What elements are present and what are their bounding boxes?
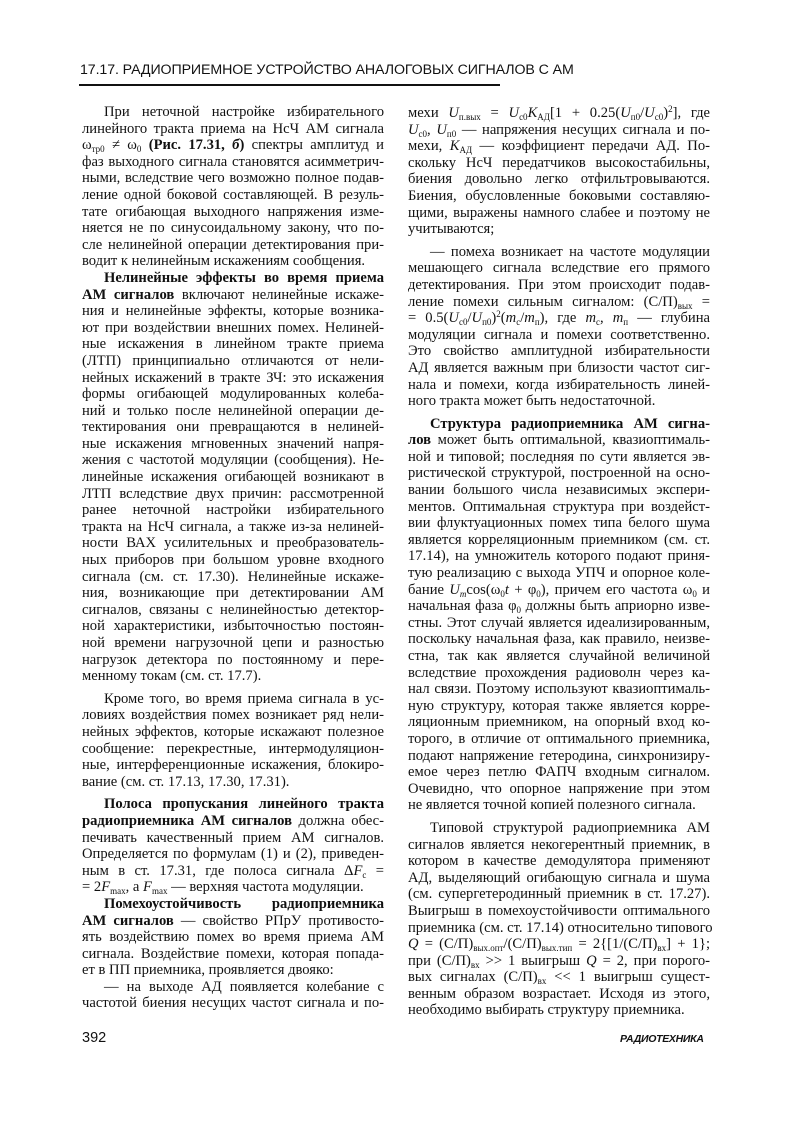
text-line: венным образом возрастает. Исходя из этого, [408, 985, 710, 1002]
left-column [82, 104, 384, 1012]
text-line: Типовой структурой радиоприемника АМ [430, 819, 710, 836]
text-line: ные искажения мгновенных значений напря- [82, 435, 384, 452]
text-line: = $2F_{max}$, а $F_{max}$ — верхняя частота модуляции. [82, 879, 364, 897]
text-line: котором в качестве демодулятора применяют [408, 853, 710, 870]
page-number: 392 [82, 1030, 107, 1046]
text-line: стны. Этот случай является идеализированным, [408, 614, 710, 631]
text-line: 17.14), на умножитель которого подают приня- [408, 548, 710, 565]
text-line: нал связи. Поэтому используют квазиоптималь- [408, 681, 710, 698]
text-line: линейные искажения огибающей возникают в [82, 469, 384, 486]
formula-line: = $0.5(U_{c0}/U_{п0})^2(m_c/m_п)$, где $m_c$, $m_п$ — глубина [408, 309, 711, 328]
text-line: ной и типовой; последняя по сути является эв- [408, 448, 710, 465]
text-line: АМ сигналов включают нелинейные искаже- [82, 286, 384, 303]
text-line: АМ сигналов — свойство РПрУ противосто- [82, 912, 385, 929]
text-line: сигналов является некогерентный приемник, в [408, 836, 710, 853]
text-line: емое через петлю ФАПЧ входным сигналом. [408, 764, 710, 781]
text-line: нейных эффектов, которые искажают полезное [82, 723, 384, 740]
text-line: вии флуктуационных помех типа белого шума [408, 515, 710, 532]
text-line: няется не по синусоидальному закону, что по- [82, 220, 384, 237]
text-line: водит к нелинейным искажениям сообщения. [82, 253, 366, 270]
formula-line: бание $U_m\cos(\omega_0t + \varphi_0)$, причем его частота $\omega_0$ и [408, 581, 710, 599]
header-rule [79, 84, 500, 86]
text-line: вследствие прохождения радиоволн через ка- [408, 664, 710, 681]
text-line: тракта на НсЧ сигнала, а также из-за нелиней- [82, 518, 384, 535]
text-line: — помеха возникает на частоте модуляции [430, 243, 710, 260]
text-line: скольку НсЧ передатчиков высокостабильны, [408, 154, 710, 171]
text-line: радиоприемника АМ сигналов должна обес- [82, 812, 384, 829]
text-line: тате огибающая выходного напряжения изме- [82, 203, 384, 220]
section-heading-noise-immunity: Помехоустойчивость радиоприемника [104, 895, 384, 912]
text-line: ных приборов при большом уровне входного [82, 552, 384, 569]
text-line: ять воздействию помех во время приема АМ [82, 929, 384, 946]
text-line: сигналов, связаны с нелинейностью детектор- [82, 601, 384, 618]
text-line: линейного тракта приема на НсЧ АМ сигнала [82, 120, 384, 137]
section-heading-structure: Структура радиоприемника АМ сигна- [430, 415, 710, 432]
text-line: модуляции сигнала и помехи соответственно. [408, 326, 710, 343]
text-line: вание (см. ст. 17.13, 17.30, 17.31). [82, 773, 290, 790]
text-line: фаз выходного сигнала становятся асимметрич- [82, 153, 384, 170]
text-line: жения с частотой модуляции (сообщения). Не- [82, 452, 384, 469]
text-line: подают напряжение гетеродина, синхронизиру- [408, 747, 710, 764]
text-line: (см. супергетеродинный приемник в ст. 17.27). [408, 886, 710, 903]
text-line: Биения, обусловленные боковыми составляю- [408, 187, 710, 204]
text-line: биения довольно легко отфильтровываются. [408, 171, 710, 188]
formula-line: $Q = (С/П)_{вых.опт}/(С/П)_{вых.тип} = 2\{[1/(С/П)_{вх}] + 1\}$; [408, 936, 710, 954]
text-line: вании большого числа независимых экспери- [408, 482, 710, 499]
text-line: при $(С/П)_{вх} >> 1$ выигрыш Q = 2, при порого- [408, 952, 710, 970]
text-line: Очевидно, что опорное напряжение при этом [408, 780, 710, 797]
text-line: ментов. Оптимальная структура при воздейст- [408, 498, 710, 515]
text-line: мешающего сигнала вследствие его прямого [408, 260, 710, 277]
text-line: лов может быть оптимальной, квазиоптималь- [408, 432, 710, 449]
text-line: учитываются; [408, 221, 495, 238]
text-line: тую реализацию с выхода УПЧ и опорное коле- [408, 565, 710, 582]
text-line: $U_{c0}$, $U_{п0}$ — напряжения несущих сигнала и по- [408, 121, 710, 139]
text-line: ния и нелинейные эффекты, которые возника- [82, 303, 384, 320]
right-column [408, 104, 713, 1019]
text-line: ловиях воздействия помех возникает ряд нели- [82, 707, 384, 724]
text-line: торого, в отличие от оптимального приемника, [408, 730, 710, 747]
section-heading-nonlinear: Нелинейные эффекты во время приема [104, 269, 384, 286]
text-line: стна, так как является случайной величиной [408, 648, 710, 664]
text-line: тектирования они превращаются в нелиней- [82, 419, 384, 436]
text-line: сигнала. Воздействие помехи, которая попада- [82, 945, 384, 962]
text-line: частотой биения несущих частот сигнала и по- [82, 995, 384, 1012]
text-line: ление одной боковой составляющей. В резуль- [82, 186, 384, 203]
text-line: ными, вследствие чего возможно полное подав- [82, 170, 384, 187]
text-line: ний и только после нелинейной операции де- [82, 402, 384, 419]
running-title: 17.17. РАДИОПРИЕМНОЕ УСТРОЙСТВО АНАЛОГОВЫХ СИГНАЛОВ С АМ [80, 62, 574, 78]
text-line: ные искажения в линейном тракте приема [82, 336, 384, 353]
text-line: ранее неточной настройки избирательного [82, 502, 384, 519]
text-line: менному токам (см. ст. 17.7). [82, 668, 262, 685]
text-line: ния, возникающие при детектировании АМ [82, 585, 384, 602]
text-line: (ЛТП) принципиально отличаются от нели- [82, 352, 384, 369]
publication-name: РАДИОТЕХНИКА [620, 1033, 704, 1045]
text-line: АД, выделяющий огибающую сигнала и шума [408, 869, 710, 886]
text-line: нагрузок детектора по постоянному и пере- [82, 651, 384, 668]
text-line: — на выходе АД появляется колебание с [104, 978, 384, 995]
text-line: детектирования. При этом происходит подав- [408, 276, 710, 293]
text-line: Выигрыш в помехоустойчивости оптимального [408, 902, 710, 919]
text-line: мехи, $K_{АД}$ — коэффициент передачи АД. По- [408, 138, 710, 156]
text-line: ной характеристики, избыточностью постоян- [82, 618, 384, 635]
text-line: сообщение: перекрестные, интермодуляцион- [82, 740, 384, 757]
formula-line: мехи $U_{п.вых} = U_{c0}K_{АД}[1 + 0.25(U_{п0}/U_{c0})^2]$, где [408, 104, 710, 122]
text-line: ляционным приемником, на опорный вход ко- [408, 714, 710, 731]
formula-line: ление помехи сильным сигналом: $(С/П)_{вых}$ = [408, 293, 710, 311]
text-line: печивать качественный прием АМ сигналов. [82, 829, 384, 846]
text-line: ные, интерференционные искажения, блокиро- [82, 757, 384, 774]
text-line: приемника (см. ст. 17.14) относительно типового [408, 919, 713, 936]
text-line: является корреляционным приемником (см. ст. [408, 531, 710, 548]
text-line: щими, выражены намного слабее и поэтому не [408, 204, 710, 221]
text-line: ной времени нагрузочной цепи и разностью [82, 635, 384, 651]
text-line: ную структуру, которая также является корре- [408, 697, 710, 714]
text-line: поскольку начальная фаза, как правило, неизве- [408, 631, 710, 648]
text-line: ЛТП вследствие двух причин: рассмотренной [82, 485, 384, 502]
text-line: Определяется по формулам (1) и (2), приведен- [82, 846, 384, 863]
text-line: ют при воздействии внешних помех. Нелиней- [82, 319, 384, 336]
text-line: ности ВАХ усилительных и преобразователь- [82, 535, 384, 552]
text-line: ным в ст. 17.31, где полоса сигнала $\Delta F_c$ = [82, 862, 384, 880]
text-line: ного тракта может быть недостаточной. [408, 393, 656, 410]
text-line: сигнала (см. ст. 17.30). Нелинейные искаже- [82, 568, 384, 585]
section-heading-bandwidth: Полоса пропускания линейного тракта [104, 796, 384, 813]
text-line: АД является важным при близости частот сиг- [408, 359, 710, 376]
text-line: сле нелинейной операции детектирования при- [82, 236, 384, 253]
text-line: Кроме того, во время приема сигнала в ус- [104, 690, 384, 707]
text-line: Это свойство амплитудной избирательности [408, 343, 710, 360]
text-line: формы огибающей модулированных колеба- [82, 386, 384, 403]
text-line: вых сигналах $(С/П)_{вх} << 1$ выигрыш сущест- [408, 969, 710, 987]
text-line: $\omega_{тр0} \ne \omega_0$ (Рис. 17.31, б) спектры амплитуд и [82, 137, 384, 155]
text-line: При неточной настройке избирательного [104, 104, 384, 120]
text-line: ет в ПП приемника, проявляется двояко: [82, 962, 334, 979]
text-line: начальная фаза $\varphi_0$ должны быть априорно изве- [408, 598, 710, 616]
text-line: ристической структурой, построенной на осно- [408, 465, 710, 482]
text-line: необходимо выбирать структуру приемника. [408, 1002, 685, 1019]
text-line: нала и помехи, когда избирательность линей- [408, 376, 710, 393]
text-line: не является точной копией полезного сигнала. [408, 797, 696, 814]
text-line: нейных искажений в тракте ЗЧ: это искажения [82, 369, 384, 386]
